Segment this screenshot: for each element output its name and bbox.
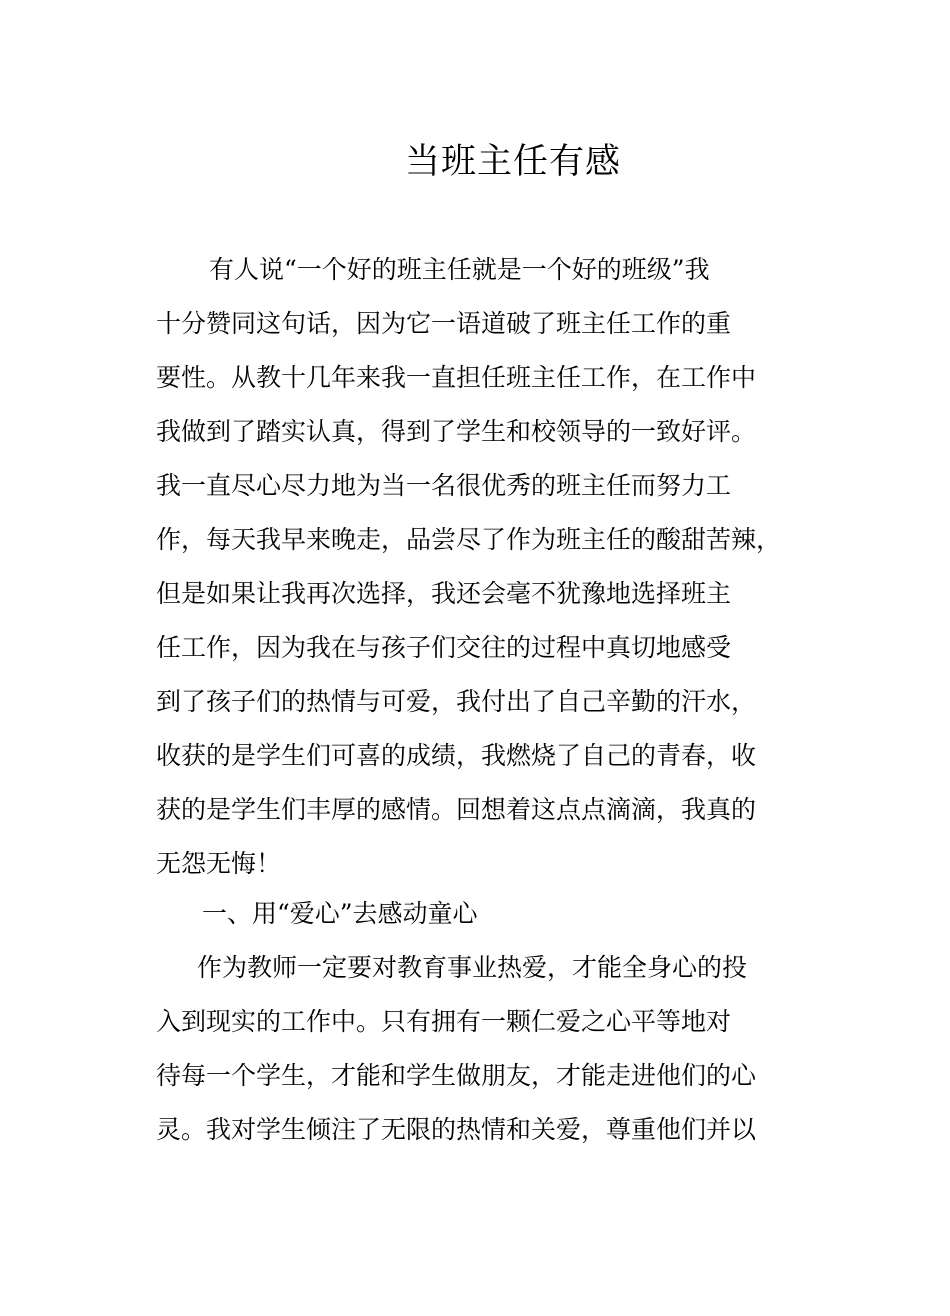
section-heading: 一、用“爱心”去感动童心	[202, 899, 478, 928]
paragraph-line: 获的是学生们丰厚的感情。回想着这点点滴滴，我真的	[156, 795, 757, 824]
paragraph-line: 我一直尽心尽力地为当一名很优秀的班主任而努力工	[156, 471, 732, 500]
paragraph-line: 待每一个学生，才能和学生做朋友，才能走进他们的心	[156, 1061, 757, 1090]
paragraph-line: 作，每天我早来晚走，品尝尽了作为班主任的酸甜苦辣，	[156, 525, 782, 554]
paragraph-line: 任工作，因为我在与孩子们交往的过程中真切地感受	[156, 633, 732, 662]
paragraph-line: 灵。我对学生倾注了无限的热情和关爱，尊重他们并以	[156, 1115, 757, 1144]
paragraph-line: 无怨无悔！	[156, 849, 282, 878]
paragraph-line: 收获的是学生们可喜的成绩，我燃烧了自己的青春，收	[156, 741, 757, 770]
paragraph-line: 十分赞同这句话，因为它一语道破了班主任工作的重	[156, 309, 732, 338]
paragraph-line: 到了孩子们的热情与可爱，我付出了自己辛勤的汗水，	[156, 687, 757, 716]
paragraph-line: 我做到了踏实认真，得到了学生和校领导的一致好评。	[156, 417, 757, 446]
paragraph-line: 入到现实的工作中。只有拥有一颗仁爱之心平等地对	[156, 1007, 732, 1036]
paragraph-line: 但是如果让我再次选择，我还会毫不犹豫地选择班主	[156, 579, 732, 608]
paragraph-line: 有人说“一个好的班主任就是一个好的班级”我	[209, 255, 710, 284]
document-title: 当班主任有感	[404, 142, 621, 182]
paragraph-line: 作为教师一定要对教育事业热爱，才能全身心的投	[197, 953, 748, 982]
paragraph-line: 要性。从教十几年来我一直担任班主任工作，在工作中	[156, 363, 757, 392]
